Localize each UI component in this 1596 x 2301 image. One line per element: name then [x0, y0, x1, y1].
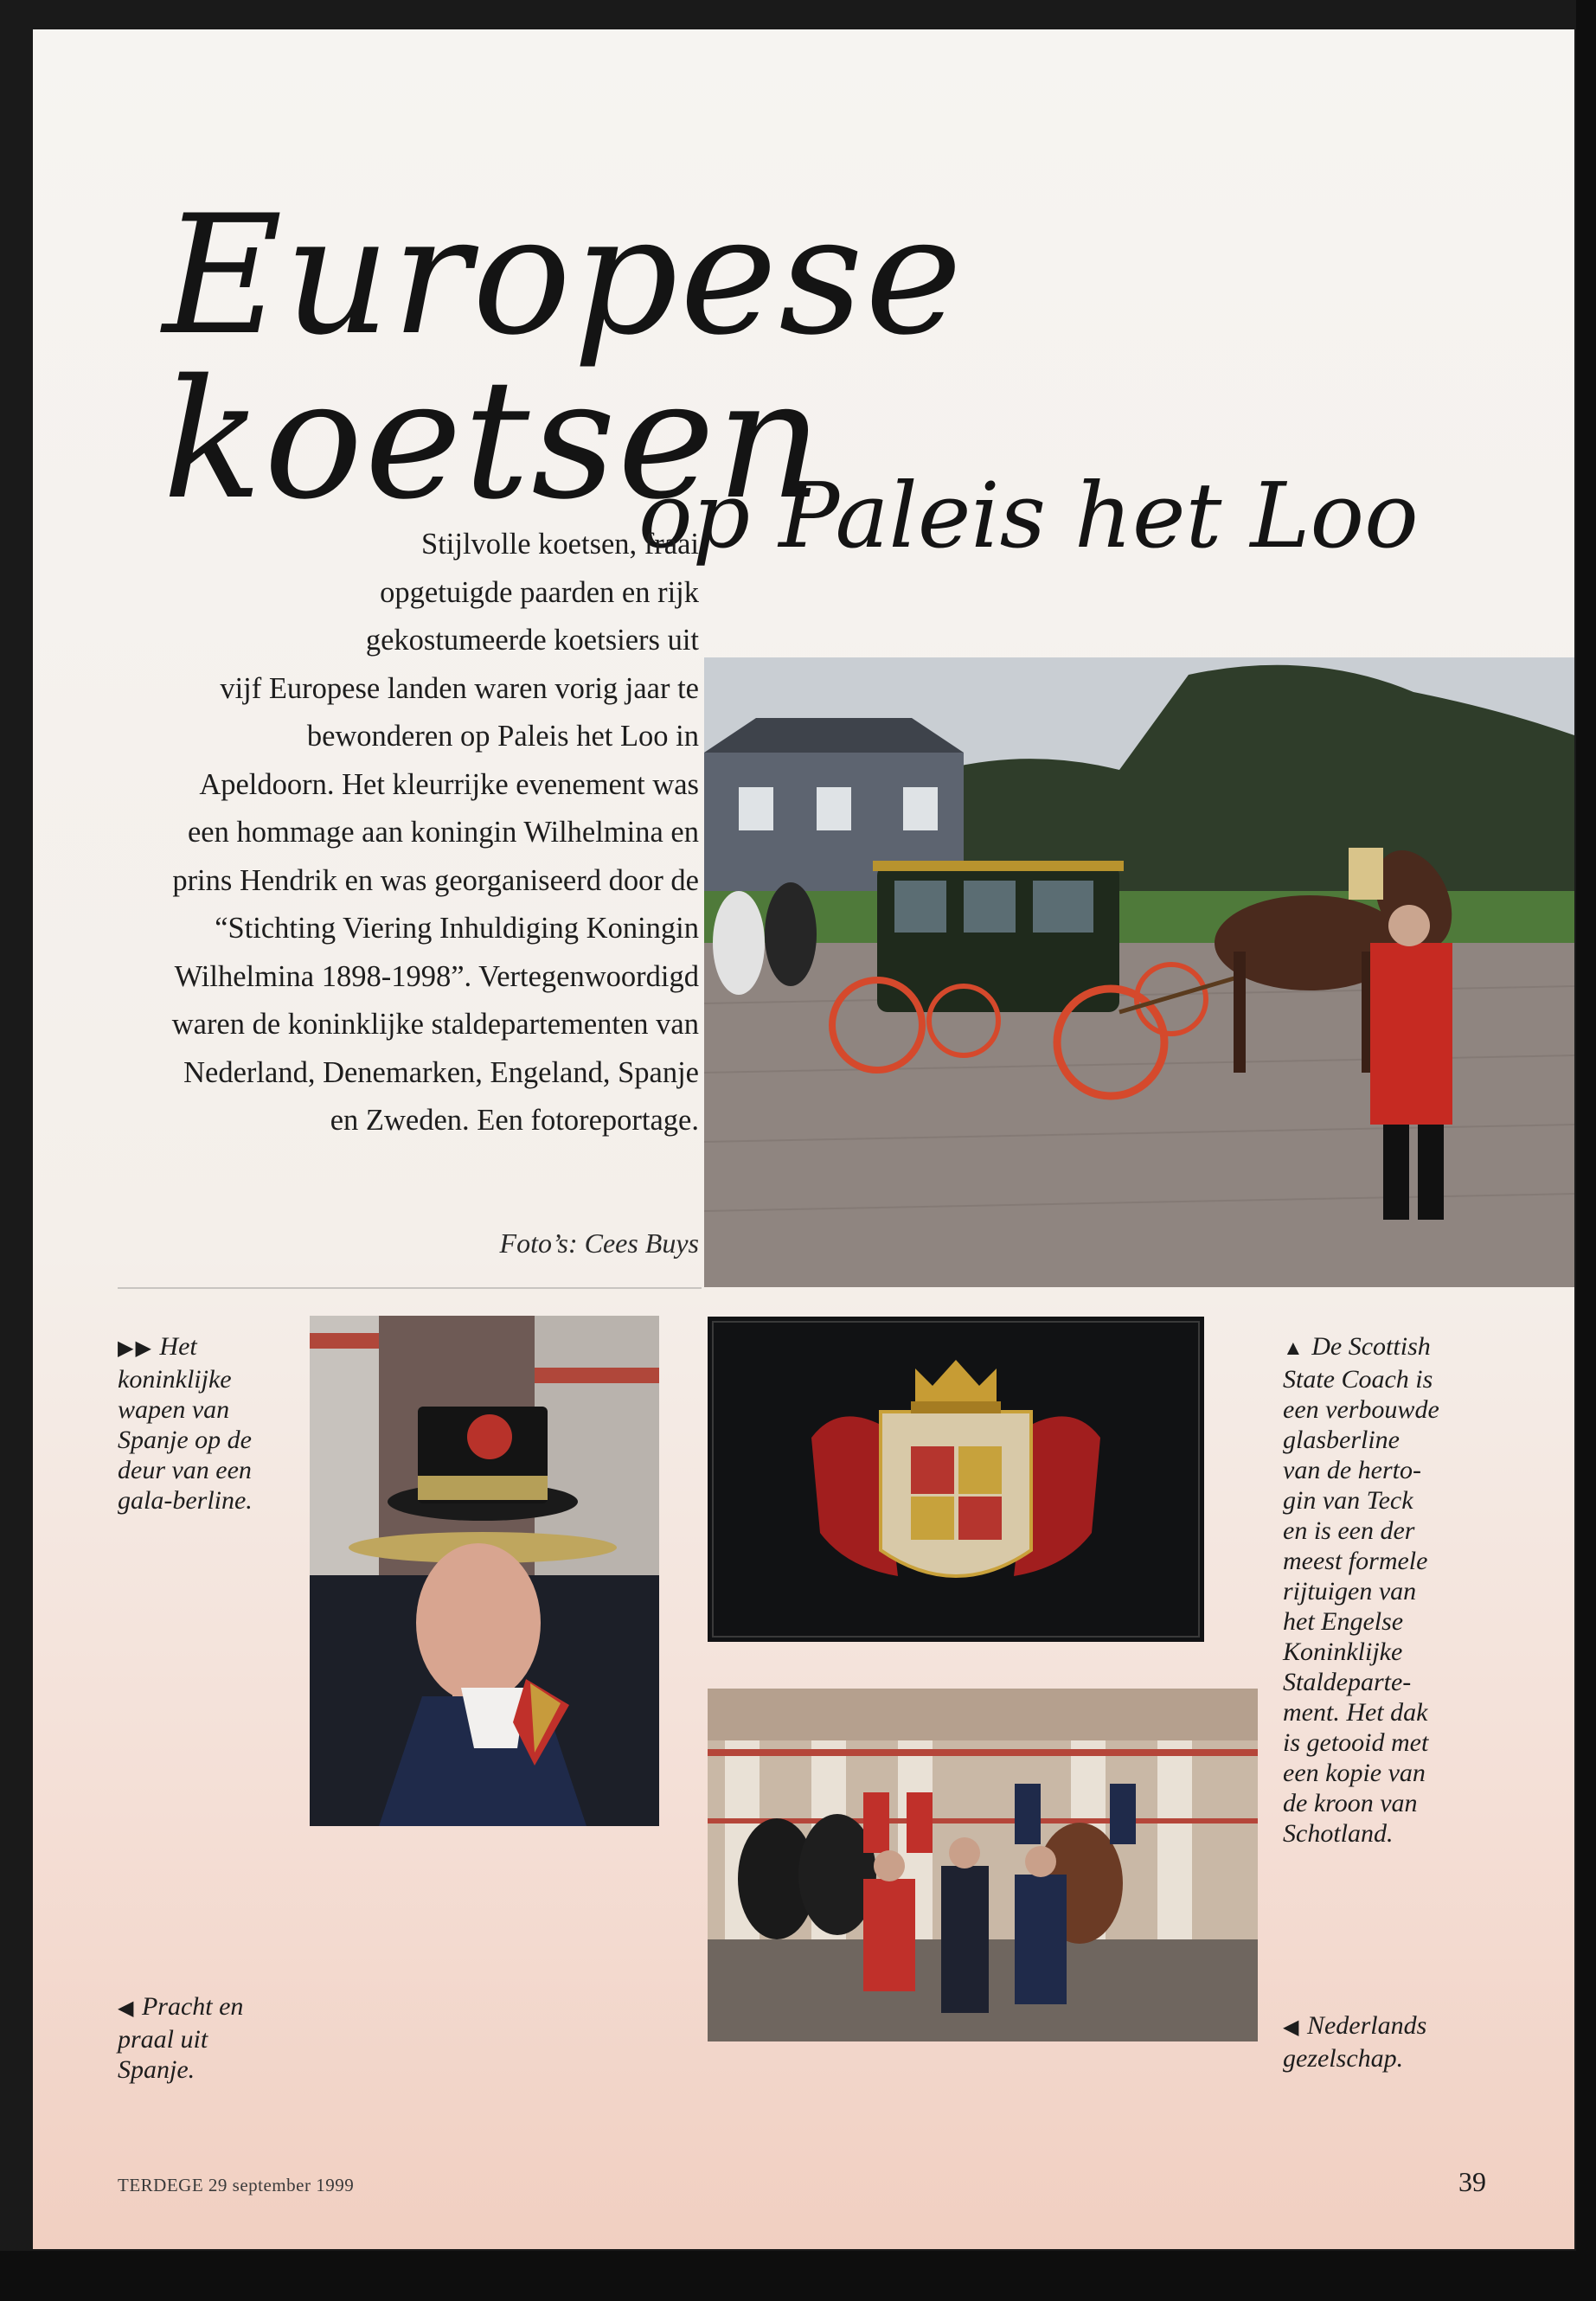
divider: [118, 1287, 702, 1289]
intro-line: bewonderen op Paleis het Loo in: [306, 720, 699, 753]
intro-line: vijf Europese landen waren vorig jaar te: [220, 671, 699, 705]
intro-line: een hommage aan koningin Wilhelmina en: [187, 816, 699, 849]
arrow-left-icon: ◀: [1283, 2016, 1301, 2039]
scan-border-right: [1576, 0, 1596, 2301]
dutch-group-photo: [708, 1689, 1258, 2041]
article-subtitle: op Paleis het Loo: [638, 463, 1419, 568]
intro-line: waren de koninklijke staldepartementen van: [171, 1008, 699, 1041]
publication-footer: TERDEGE 29 september 1999: [118, 2175, 355, 2195]
intro-line: gekostumeerde koetsiers uit: [365, 624, 699, 657]
intro-paragraph: [111, 521, 699, 1145]
magazine-page: [33, 29, 1574, 2249]
intro-line: Stijlvolle koetsen, fraai: [421, 528, 699, 561]
photo-credit: Foto’s: Cees Buys: [499, 1227, 699, 1259]
intro-line: Apeldoorn. Het kleurrijke evenement was: [199, 767, 699, 801]
intro-line: en Zweden. Een fotoreportage.: [330, 1104, 699, 1137]
intro-line: “Stichting Viering Inhuldiging Koningin: [215, 912, 699, 945]
arrow-left-icon: ◀: [118, 1997, 136, 2020]
coat-of-arms-photo: [708, 1317, 1204, 1642]
page-number: 39: [1458, 2166, 1486, 2197]
triangle-up-icon: ▲: [1283, 1337, 1305, 1360]
scan-border-bottom: [0, 2251, 1596, 2301]
coach-photo: [704, 657, 1574, 1287]
caption-spanish-pomp: ◀ Pracht en praal uit Spanje.: [118, 1992, 244, 2084]
intro-line: prins Hendrik en was georganiseerd door de: [172, 863, 699, 897]
coachman-portrait-photo: [310, 1316, 659, 1826]
caption-spanish-arms: ▶▶ Het koninklijke wapen van Spanje op de deur van een gala-berline.: [118, 1332, 253, 1515]
intro-line: opgetuigde paarden en rijk: [380, 575, 699, 609]
caption-dutch-party: ◀ Nederlands gezelschap.: [1283, 2011, 1427, 2073]
intro-line: Nederland, Denemarken, Engeland, Spanje: [183, 1055, 699, 1089]
article-title: Europese koetsen: [163, 180, 965, 535]
double-arrow-right-icon: ▶▶: [118, 1337, 153, 1360]
caption-scottish-state-coach: ▲ De Scottish State Coach is een verbouwde glasberline van de herto- gin van Teck en is een der meest formele rijtuigen van het Engelse Koninklijke Staldeparte- ment. Het dak is getooid met een kopie van de kroon van Schotland.: [1283, 1332, 1439, 1848]
intro-line: Wilhelmina 1898-1998”. Vertegenwoordigd: [174, 959, 699, 993]
